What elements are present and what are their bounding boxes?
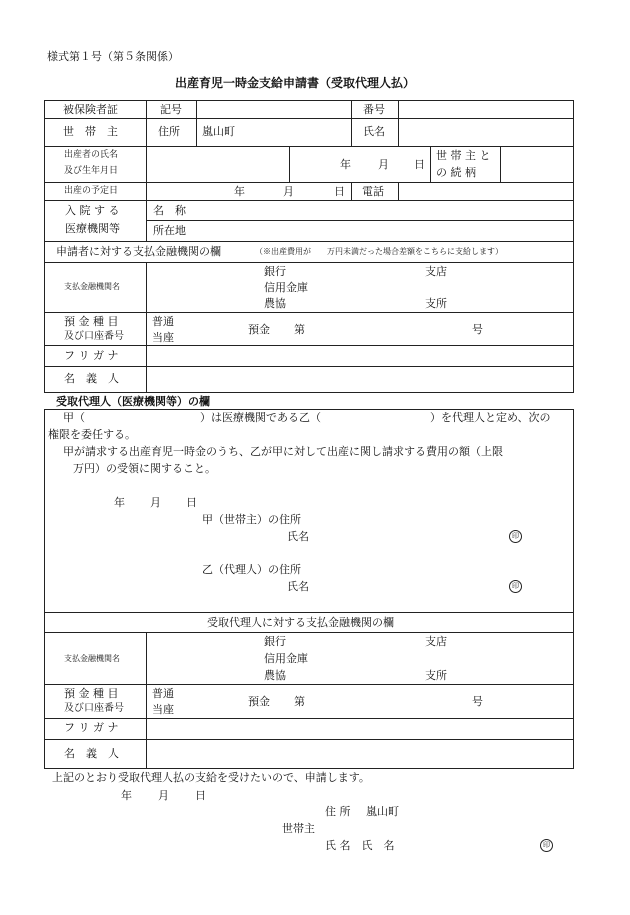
furigana-label: フ リ ガ ナ (64, 349, 119, 362)
hospital-label-2: 医療機関等 (65, 222, 120, 235)
branch-label: 支店 (425, 265, 447, 278)
agent-holder-field[interactable] (147, 740, 572, 767)
number-label: 番号 (363, 103, 385, 116)
relation-label-1: 世 帯 主 と (436, 149, 491, 162)
branch-office-label: 支所 (425, 297, 447, 310)
current-option[interactable]: 当座 (152, 331, 174, 344)
otsu-name-label: 氏名 (287, 580, 309, 593)
relation-label-2: の 続 柄 (436, 166, 476, 179)
footer-day: 日 (195, 789, 206, 802)
footer-name-field[interactable] (410, 838, 530, 853)
footer-address-field[interactable] (410, 804, 570, 819)
agent-account-number-field[interactable] (310, 686, 465, 716)
agri-coop-option: 農協 (264, 297, 286, 310)
otsu-name-field[interactable] (335, 410, 427, 424)
householder-label: 世 帯 主 (63, 125, 118, 138)
agent-number-prefix: 第 (294, 695, 305, 708)
account-type-label-1: 預 金 種 目 (64, 315, 119, 328)
address-label: 住所 (158, 125, 180, 138)
ordinary-option[interactable]: 普通 (152, 315, 174, 328)
agent-branch-label: 支店 (425, 635, 447, 648)
birth-month: 月 (378, 158, 389, 171)
agent-line1-a: 甲（ (63, 411, 85, 424)
footer-address-label: 住 所 (325, 805, 351, 818)
agent-current-option[interactable]: 当座 (152, 703, 174, 716)
due-month: 月 (283, 185, 294, 198)
agent-number-suffix: 号 (472, 695, 483, 708)
applicant-bank-note: （※出産費用が 万円未満だった場合差額をこちらに支給します） (255, 247, 503, 256)
due-day: 日 (334, 185, 345, 198)
agent-agri-coop-option: 農協 (264, 669, 286, 682)
applicant-bank-heading: 申請者に対する支払金融機関の欄 (56, 245, 221, 258)
agent-holder-label: 名 義 人 (64, 747, 119, 760)
seal-icon: 印 (509, 580, 522, 593)
agent-deposit-label: 預金 (248, 695, 270, 708)
agent-line1-b: ）は医療機関である乙（ (200, 411, 321, 424)
agent-bank-option: 銀行 (264, 635, 286, 648)
agent-ordinary-option[interactable]: 普通 (152, 687, 174, 700)
due-date-label: 出産の予定日 (64, 186, 119, 196)
number-suffix: 号 (472, 323, 483, 336)
facility-address-field[interactable] (200, 221, 572, 240)
bank-name-field[interactable] (147, 263, 257, 311)
due-year: 年 (234, 185, 245, 198)
birth-year: 年 (340, 158, 351, 171)
footer-year: 年 (121, 789, 132, 802)
seal-icon: 印 (540, 839, 553, 852)
number-field[interactable] (399, 101, 572, 117)
otsu-address-label: 乙（代理人）の住所 (202, 563, 301, 576)
phone-label: 電話 (362, 185, 384, 198)
agent-month: 月 (150, 496, 161, 509)
facility-address-label: 所在地 (153, 224, 186, 237)
phone-field[interactable] (399, 183, 572, 199)
symbol-label: 記号 (160, 103, 182, 116)
hospital-label-1: 入 院 す る (65, 204, 120, 217)
agent-bank-name-label: 支払金融機関名 (64, 654, 120, 663)
holder-label: 名 義 人 (64, 372, 119, 385)
seal-icon: 印 (509, 530, 522, 543)
page-title: 出産育児一時金支給申請書（受取代理人払） (175, 76, 416, 90)
holder-field[interactable] (147, 367, 572, 391)
agent-bank-name-field[interactable] (147, 633, 257, 683)
agent-furigana-label: フ リ ガ ナ (64, 721, 119, 734)
number-prefix: 第 (294, 323, 305, 336)
facility-name-field[interactable] (200, 201, 572, 219)
furigana-field[interactable] (147, 346, 572, 365)
address-town: 嵐山町 (202, 125, 235, 138)
name-label: 氏名 (363, 125, 385, 138)
agent-line4: 万円）の受領に関すること。 (73, 462, 216, 475)
relation-field[interactable] (501, 147, 572, 181)
agent-furigana-field[interactable] (147, 719, 572, 738)
householder-name-field[interactable] (399, 119, 572, 145)
bank-name-label: 支払金融機関名 (64, 282, 120, 291)
bank-option: 銀行 (264, 265, 286, 278)
deposit-label: 預金 (248, 323, 270, 336)
footer-statement: 上記のとおり受取代理人払の支給を受けたいので、申請します。 (52, 771, 370, 784)
insured-card-label: 被保険者証 (63, 103, 118, 116)
account-number-field[interactable] (310, 314, 465, 344)
agent-bank-heading: 受取代理人に対する支払金融機関の欄 (207, 616, 394, 629)
mother-birth-label: 及び生年月日 (64, 166, 119, 176)
agent-year: 年 (114, 496, 125, 509)
symbol-field[interactable] (197, 101, 350, 117)
facility-name-label: 名 称 (153, 204, 186, 217)
agent-day: 日 (186, 496, 197, 509)
footer-month: 月 (158, 789, 169, 802)
agent-line1-c: ）を代理人と定め、次の (430, 411, 551, 424)
agent-branch-office-label: 支所 (425, 669, 447, 682)
agent-line2: 権限を委任する。 (48, 428, 136, 441)
kou-name-label: 氏名 (287, 530, 309, 543)
mother-name-label: 出産者の氏名 (64, 150, 119, 160)
agent-heading: 受取代理人（医療機関等）の欄 (56, 395, 210, 408)
footer-householder-label: 世帯主 (282, 822, 315, 835)
mother-name-field[interactable] (147, 147, 288, 181)
agent-credit-bank-option: 信用金庫 (264, 652, 308, 665)
birth-day: 日 (414, 158, 425, 171)
form-number: 様式第１号（第５条関係） (47, 50, 179, 63)
agent-line3: 甲が請求する出産育児一時金のうち、乙が甲に対して出産に関し請求する費用の額（上限 (63, 445, 503, 458)
address-field[interactable] (250, 119, 350, 145)
kou-name-field[interactable] (86, 410, 196, 424)
footer-town: 嵐山町 (366, 805, 399, 818)
credit-bank-option: 信用金庫 (264, 281, 308, 294)
kou-address-label: 甲（世帯主）の住所 (202, 513, 301, 526)
agent-account-type-label-1: 預 金 種 目 (64, 687, 119, 700)
account-type-label-2: 及び口座番号 (64, 331, 124, 342)
agent-account-type-label-2: 及び口座番号 (64, 703, 124, 714)
footer-name-label: 氏 名 氏 名 (325, 839, 395, 852)
